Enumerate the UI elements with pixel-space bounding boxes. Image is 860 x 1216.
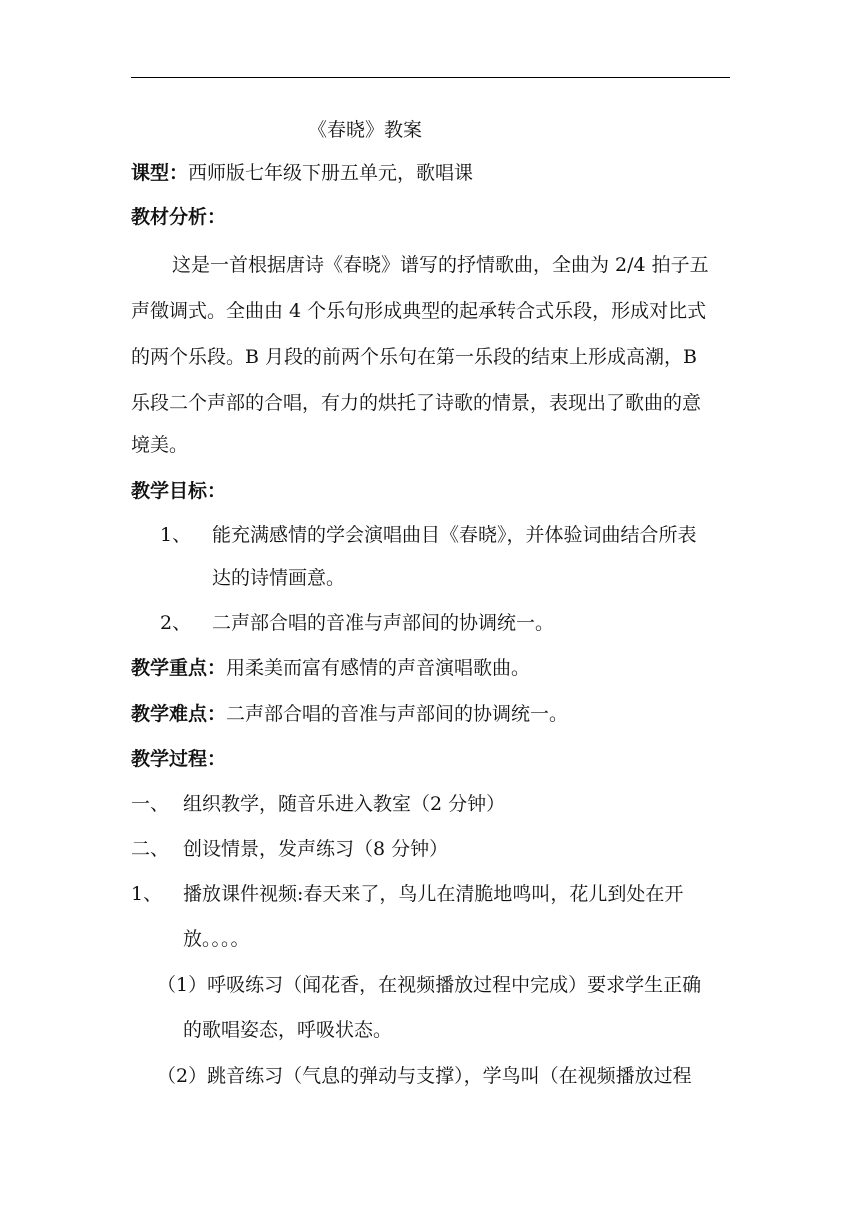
analysis-heading: 教材分析： <box>131 206 227 228</box>
course-type-value: 西师版七年级下册五单元，歌唱课 <box>188 162 474 184</box>
process-step-1-text: 组织教学，随音乐进入教室（2 分钟） <box>183 793 506 815</box>
difficulty-label: 教学难点： <box>131 703 227 725</box>
goal-item-1-text: 能充满感情的学会演唱曲目《春晓》，并体验词曲结合所表 <box>212 524 697 546</box>
process-sub-1-number: 1、 <box>131 883 163 905</box>
practice-1-continuation: 的歌唱姿态，呼吸状态。 <box>183 1019 393 1041</box>
goal-item-1-continuation: 达的诗情画意。 <box>212 567 346 589</box>
process-step-2-text: 创设情景，发声练习（8 分钟） <box>183 838 449 860</box>
practice-1: （1）呼吸练习（闻花香，在视频播放过程中完成）要求学生正确 <box>157 974 702 996</box>
goals-heading: 教学目标： <box>131 480 227 502</box>
goal-item-2-number: 2、 <box>160 612 192 634</box>
process-heading: 教学过程： <box>131 748 227 770</box>
course-type <box>131 161 473 185</box>
process-sub-1 <box>131 882 683 906</box>
practice-2: （2）跳音练习（气息的弹动与支撑），学鸟叫（在视频播放过程 <box>157 1065 692 1087</box>
process-step-2 <box>131 837 448 861</box>
analysis-line: 这是一首根据唐诗《春晓》谱写的抒情歌曲，全曲为 2/4 拍子五 <box>172 254 709 276</box>
process-sub-1-continuation: 放。。。。 <box>183 928 250 950</box>
analysis-line: 的两个乐段。B 月段的前两个乐句在第一乐段的结束上形成高潮，B <box>131 346 697 368</box>
process-sub-1-text: 播放课件视频:春天来了，鸟儿在清脆地鸣叫，花儿到处在开 <box>183 883 684 905</box>
page-title: 《春晓》教案 <box>308 119 423 141</box>
key-point <box>131 656 530 680</box>
analysis-line: 乐段二个声部的合唱，有力的烘托了诗歌的情景，表现出了歌曲的意 <box>131 392 702 414</box>
analysis-line: 声徵调式。全曲由 4 个乐句形成典型的起承转合式乐段，形成对比式 <box>131 300 707 322</box>
header-rule <box>131 77 730 78</box>
goal-item-1 <box>160 523 697 547</box>
course-type-label: 课型： <box>131 162 189 184</box>
key-point-value: 用柔美而富有感情的声音演唱歌曲。 <box>226 657 531 679</box>
process-step-1 <box>131 792 505 816</box>
goal-item-2-text: 二声部合唱的音准与声部间的协调统一。 <box>212 612 555 634</box>
goal-item-1-number: 1、 <box>160 524 192 546</box>
process-step-1-number: 一、 <box>131 793 170 815</box>
key-point-label: 教学重点： <box>131 657 227 679</box>
analysis-line: 境美。 <box>131 434 189 456</box>
goal-item-2 <box>160 611 554 635</box>
process-step-2-number: 二、 <box>131 838 170 860</box>
difficulty-value: 二声部合唱的音准与声部间的协调统一。 <box>226 703 569 725</box>
difficulty <box>131 702 568 726</box>
